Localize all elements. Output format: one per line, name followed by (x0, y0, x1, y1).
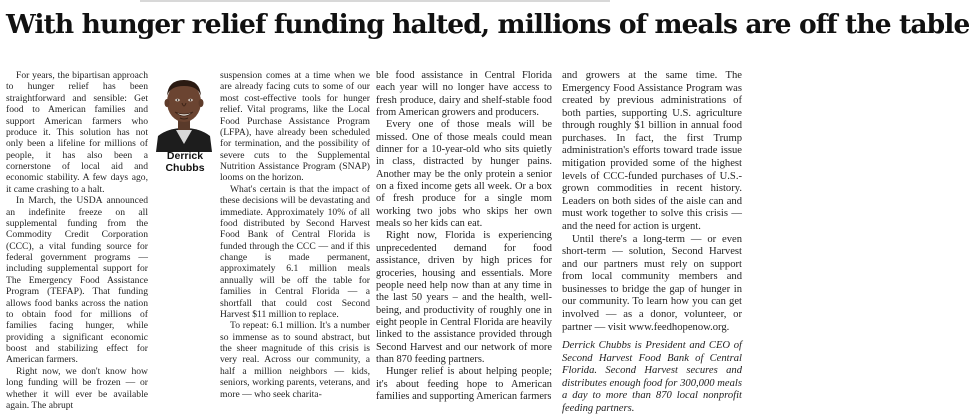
paragraph: What's certain is that the impact of these decisions will be devastating and immediate. Approximately 10% of all food distributed by Second Harvest Food Bank of Central Florida is funded through the CCC — and if this change is made permanent, approximately 6.1 million meals annually will be off the table for families in Central Florida — a shortfall that could cost Second Harvest $11 million to replace. (220, 183, 370, 320)
headline: With hunger relief funding halted, millions of meals are off the table (6, 9, 969, 40)
paragraph: Until there's a long-term — or even short-term — solution, Second Harvest and our partners must rely on support from local community members and businesses to bridge the gap of hunger in our community. To learn how you can get involved — as a donor, volunteer, or partner — visit www.feedhopenow.org. (562, 233, 742, 333)
paragraph: Right now, Florida is experiencing unprecedented demand for food assistance, driven by high prices for groceries, housing and essentials. More people need help now than at any time in the last 50 years – and the health, well-being, and productivity of roughly one in eight people in Central Florida are heavily linked to the assistance provided through Second Harvest and our network of more than 870 feeding partners. (376, 230, 553, 365)
paragraph: In March, the USDA announced an indefinite freeze on all supplemental funding from the Commodity Credit Corporation (CCC), a vital funding source for federal government programs — including supplemental support for The Emergency Food Assistance Program (TEFAP). That funding allows food banks across the nation to obtain food for millions of families facing hunger, while providing a significant economic boost and stabilizing effect for American farmers. (6, 195, 148, 366)
paragraph: Right now, we don't know how long funding will be frozen — or whether it will ever be available again. The abrupt (6, 365, 148, 411)
paragraph: Hunger relief is about helping people; it's about feeding hope to American families and supporting American farmers (376, 366, 552, 402)
paragraph: suspension comes at a time when we are already facing cuts to some of our most cost-effective tools for hunger relief. Vital programs, like the Local Food Purchase Assistance Program (LFPA), have already been scheduled for termination, and the possibility of severe cuts to the Supplemental Nutrition Assistance Program (SNAP) looms on the horizon. (220, 70, 370, 184)
author-last-name: Chubbs (165, 162, 205, 174)
paragraph: To repeat: 6.1 million. It's a number so immense as to sound abstract, but the sheer magnitude of this crisis is very real. Across our community, a half a million neighbors — kids, seniors, working parents, veterans, and more — who seek charita- (220, 320, 370, 400)
author-bio: Derrick Chubbs is President and CEO of Second Harvest Food Bank of Central Florida. Second Harvest secures and distributes enough food for 300,000 meals a day to more than 870 local nonprofit feeding partners. (562, 340, 742, 415)
author-first-name: Derrick (166, 150, 204, 162)
author-byline (154, 150, 216, 174)
top-rule (140, 0, 610, 6)
article-column-2 (220, 70, 370, 400)
article-column-1 (6, 70, 148, 411)
author-photo (154, 72, 214, 152)
paragraph: and growers at the same time. The Emergency Food Assistance Program was created by previous administrations of both parties, supporting U.S. agriculture through roughly $1 billion in annual food purchases. In fact, the first Trump administration's efforts toward trade issue mitigation provided some of the highest levels of CCC-funded purchases of U.S.-grown commodities in recent history. Leaders on both sides of the aisle can and must work together to solve this crisis — and the need for action is urgent. (562, 70, 742, 232)
article-column-4 (562, 70, 742, 416)
article-column-3 (376, 70, 552, 403)
paragraph: For years, the bipartisan approach to hunger relief has been straightforward and sensible: Get food to American families and support American farmers who produce it. This solution has not only been a lifeline for millions of people, it has also been a cornerstone of local aid and economic stability. A few days ago, it came crashing to a halt. (6, 70, 148, 195)
paragraph: Every one of those meals will be missed. One of those meals could mean dinner for a 10-year-old who sits quietly in class, distracted by hunger pains. Another may be the only protein a senior on a fixed income gets all week. Or a box of fresh produce for a single mom working two jobs who skips her own meals so her kids can eat. (376, 119, 552, 230)
paragraph: ble food assistance in Central Florida each year will no longer have access to fresh produce, dairy and shelf-stable food from American growers and producers. (376, 70, 552, 119)
